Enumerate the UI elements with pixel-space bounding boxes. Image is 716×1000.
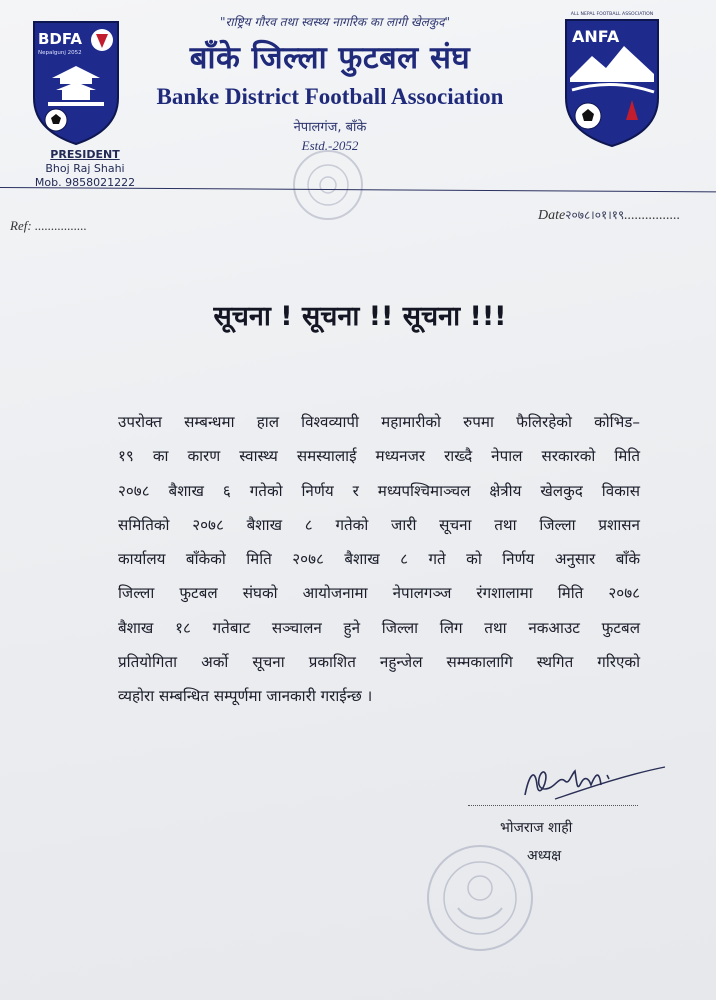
- notice-body: [118, 405, 640, 714]
- president-title: PRESIDENT: [50, 148, 120, 161]
- notice-heading: सूचना ! सूचना !! सूचना !!!: [213, 301, 507, 332]
- signatory-name: भोजराज शाही: [500, 820, 573, 836]
- seal-stamp-icon: [420, 838, 540, 958]
- signatory-role: अध्यक्ष: [527, 848, 562, 864]
- established-year: Estd.-2052: [301, 138, 359, 153]
- anfa-logo-arc: ALL NEPAL FOOTBALL ASSOCIATION: [570, 12, 654, 17]
- notice-line: प्रतियोगिता अर्को सूचना प्रकाशित नहुन्जेल सम्मकालागि स्थगित गरिएको: [118, 653, 640, 672]
- president-mobile: Mob. 9858021222: [34, 176, 136, 189]
- notice-line: २०७८ बैशाख ६ गतेको निर्णय र मध्यपश्चिमाञ्चल क्षेत्रीय खेलकुद विकास: [118, 481, 640, 500]
- association-title-english: Banke District Football Association: [156, 84, 504, 109]
- anfa-logo-text: ANFA: [572, 27, 620, 46]
- president-name: Bhoj Raj Shahi: [45, 162, 125, 175]
- seal-stamp-icon: [283, 145, 373, 225]
- notice-line: उपरोक्त सम्बन्धमा हाल विश्वव्यापी महामारीको रुपमा फैलिरहेको कोभिड–: [118, 413, 640, 431]
- date-value: २०७८।०१।१९: [565, 208, 625, 222]
- notice-line: बैशाख १८ गतेबाट सञ्चालन हुने जिल्ला लिग तथा नकआउट फुटबल: [118, 618, 640, 637]
- notice-line: समितिको २०७८ बैशाख ८ गतेको जारी सूचना तथा जिल्ला प्रशासन: [118, 515, 640, 534]
- bdfa-logo-sub: Nepalgunj 2052: [38, 50, 82, 56]
- notice-line: कार्यालय बाँकेको मिति २०७८ बैशाख ८ गते को निर्णय अनुसार बाँके: [118, 550, 640, 569]
- date-dots: ................: [624, 208, 681, 223]
- president-block: [20, 148, 150, 190]
- association-location: नेपालगंज, बाँके: [293, 120, 367, 135]
- anfa-logo-icon: [562, 8, 662, 148]
- tagline: "राष्ट्रिय गौरव तथा स्वस्थ्य नागरिक का लागी खेलकुद": [220, 15, 450, 29]
- handwritten-signature-icon: [515, 745, 675, 805]
- association-title-nepali: बाँके जिल्ला फुटबल संघ: [189, 40, 471, 76]
- notice-line: जिल्ला फुटबल संघको आयोजनामा नेपालगञ्ज रंगशालामा मिति २०७८: [118, 584, 640, 603]
- signature-line: [468, 805, 638, 806]
- notice-line: व्यहोरा सम्बन्धित सम्पूर्णमा जानकारी गराईन्छ ।: [118, 687, 373, 706]
- date-field: [538, 206, 680, 224]
- ref-field: Ref: ................: [10, 218, 87, 233]
- date-label: Date: [538, 208, 566, 223]
- notice-line: १९ का कारण स्वास्थ्य समस्यालाई मध्यनजर राख्दै नेपाल सरकारको मिति: [118, 447, 640, 466]
- bdfa-logo-icon: [30, 18, 122, 146]
- bdfa-logo-text: BDFA: [38, 30, 83, 48]
